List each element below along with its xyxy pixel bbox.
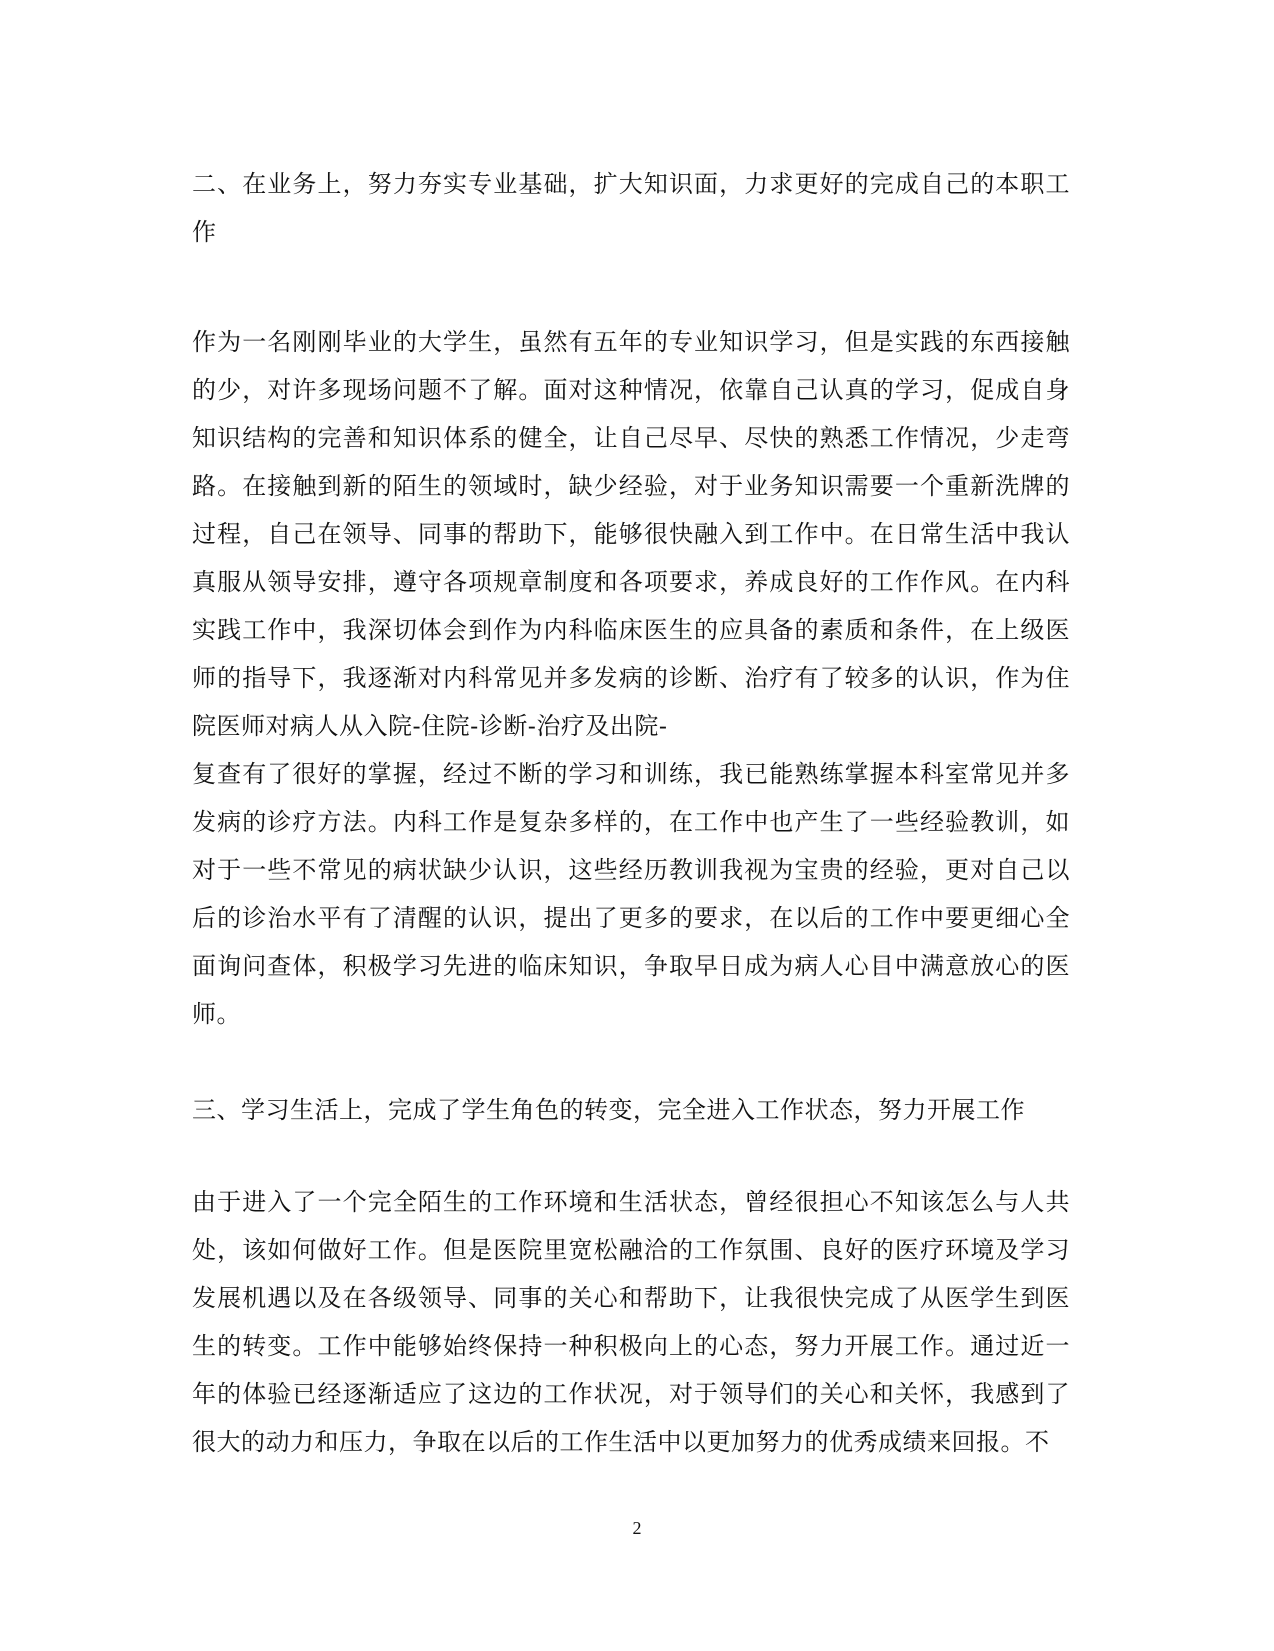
paragraph-section-2-continued: 复查有了很好的掌握，经过不断的学习和训练，我已能熟练掌握本科室常见并多发病的诊疗方法。内科工作是复杂多样的，在工作中也产生了一些经验教训，如对于一些不常见的病状缺少认识，这些经历教训我视为宝贵的经验，更对自己以后的诊治水平有了清醒的认识，提出了更多的要求，在以后的工作中要更细心全面询问查体，积极学习先进的临床知识，争取早日成为病人心目中满意放心的医师。 — [192, 760, 1070, 1028]
section-heading-3: 三、学习生活上，完成了学生角色的转变，完全进入工作状态，努力开展工作 — [192, 1096, 1025, 1124]
paragraph-section-2: 作为一名刚刚毕业的大学生，虽然有五年的专业知识学习，但是实践的东西接触的少，对许多现场问题不了解。面对这种情况，依靠自己认真的学习，促成自身知识结构的完善和知识体系的健全，让自己尽早、尽快的熟悉工作情况，少走弯路。在接触到新的陌生的领域时，缺少经验，对于业务知识需要一个重新洗牌的过程，自己在领导、同事的帮助下，能够很快融入到工作中。在日常生活中我认真服从领导安排，遵守各项规章制度和各项要求，养成良好的工作作风。在内科实践工作中，我深切体会到作为内科临床医生的应具备的素质和条件，在上级医师的指导下，我逐渐对内科常见并多发病的诊断、治疗有了较多的认识，作为住院医师对病人从入院-住院-诊断-治疗及出院- — [192, 328, 1070, 740]
paragraph-section-3: 由于进入了一个完全陌生的工作环境和生活状态，曾经很担心不知该怎么与人共处，该如何做好工作。但是医院里宽松融洽的工作氛围、良好的医疗环境及学习发展机遇以及在各级领导、同事的关心和帮助下，让我很快完成了从医学生到医生的转变。工作中能够始终保持一种积极向上的心态，努力开展工作。通过近一年的体验已经逐渐适应了这边的工作状况，对于领导们的关心和关怀，我感到了很大的动力和压力，争取在以后的工作生活中以更加努力的优秀成绩来回报。不 — [192, 1188, 1070, 1456]
page-number: 2 — [632, 1518, 642, 1538]
section-heading-2: 二、在业务上，努力夯实专业基础，扩大知识面，力求更好的完成自己的本职工作 — [192, 170, 1070, 246]
page-content — [192, 160, 1070, 1466]
